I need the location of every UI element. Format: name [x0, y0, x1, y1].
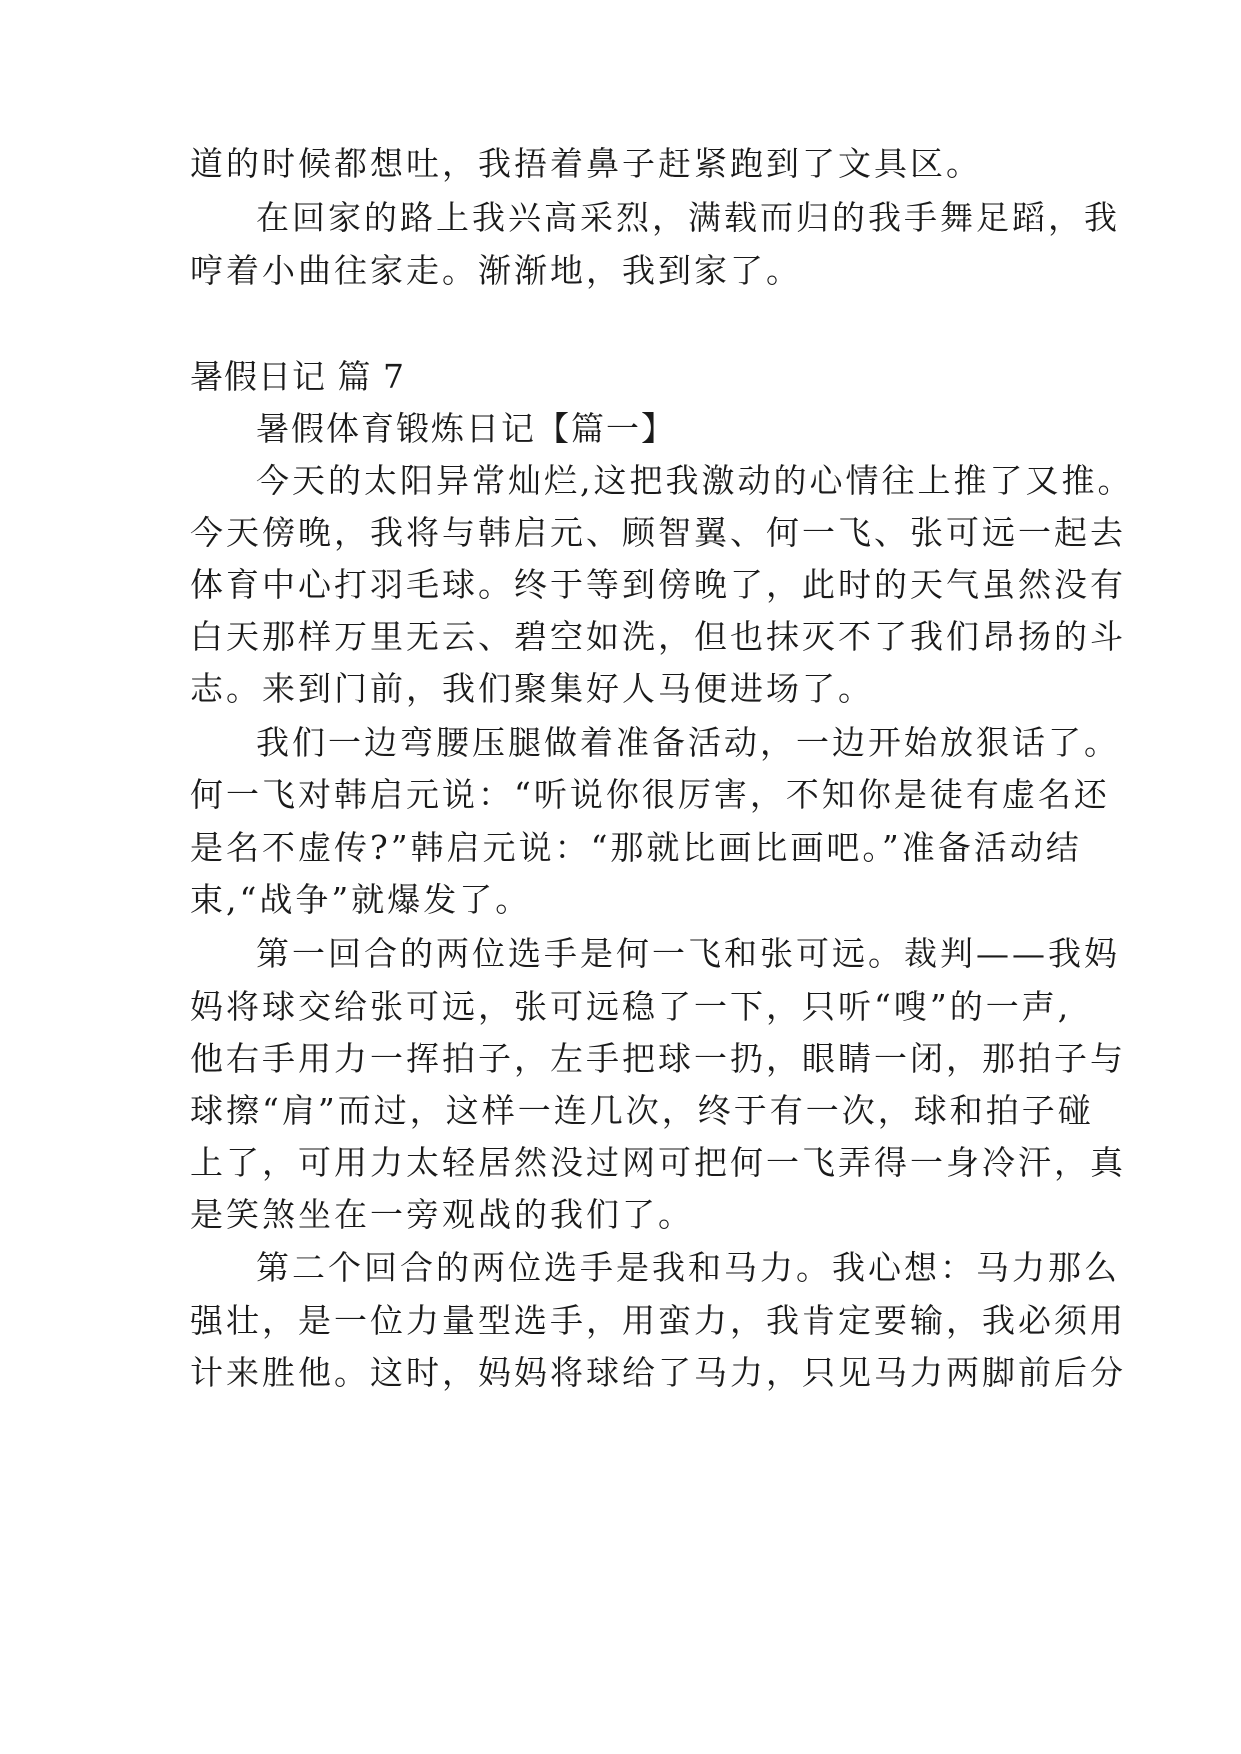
- paragraph-first-line: 第一回合的两位选手是何一飞和张可远。裁判——我妈: [256, 934, 1120, 973]
- text-line: 白天那样万里无云、碧空如洗，但也抹灭不了我们昂扬的斗: [190, 617, 1126, 656]
- text-line: 志。来到门前，我们聚集好人马便进场了。: [190, 669, 874, 708]
- text-line: 是名不虚传?”韩启元说：“那就比画比画吧。”准备活动结: [190, 828, 1082, 867]
- text-line: 体育中心打羽毛球。终于等到傍晚了，此时的天气虽然没有: [190, 565, 1126, 604]
- paragraph-first-line: 在回家的路上我兴高采烈，满载而归的我手舞足蹈，我: [256, 198, 1120, 237]
- text-line: 今天傍晚，我将与韩启元、顾智翼、何一飞、张可远一起去: [190, 513, 1126, 552]
- text-line: 何一飞对韩启元说：“听说你很厉害，不知你是徒有虚名还: [190, 775, 1110, 814]
- text-line: 球擦“肩”而过，这样一连几次，终于有一次，球和拍子碰: [190, 1091, 1094, 1130]
- text-line: 他右手用力一挥拍子，左手把球一扔，眼睛一闭，那拍子与: [190, 1039, 1126, 1078]
- section-heading: 暑假日记 篇 7: [190, 357, 405, 396]
- paragraph-first-line: 第二个回合的两位选手是我和马力。我心想：马力那么: [256, 1248, 1120, 1287]
- text-line: 上了，可用力太轻居然没过网可把何一飞弄得一身冷汗，真: [190, 1143, 1126, 1182]
- text-line: 束,“战争”就爆发了。: [190, 880, 532, 919]
- article-title: 暑假体育锻炼日记【篇一】: [256, 409, 676, 448]
- text-line: 强壮，是一位力量型选手，用蛮力，我肯定要输，我必须用: [190, 1301, 1126, 1340]
- text-line: 计来胜他。这时，妈妈将球给了马力，只见马力两脚前后分: [190, 1353, 1126, 1392]
- text-line: 哼着小曲往家走。渐渐地，我到家了。: [190, 251, 802, 290]
- paragraph-first-line: 我们一边弯腰压腿做着准备活动，一边开始放狠话了。: [256, 723, 1120, 762]
- text-line: 妈将球交给张可远，张可远稳了一下，只听“嗖”的一声,: [190, 987, 1072, 1026]
- text-line: 是笑煞坐在一旁观战的我们了。: [190, 1195, 694, 1234]
- text-line: 道的时候都想吐，我捂着鼻子赶紧跑到了文具区。: [190, 144, 982, 183]
- paragraph-first-line: 今天的太阳异常灿烂,这把我激动的心情往上推了又推。: [256, 461, 1134, 500]
